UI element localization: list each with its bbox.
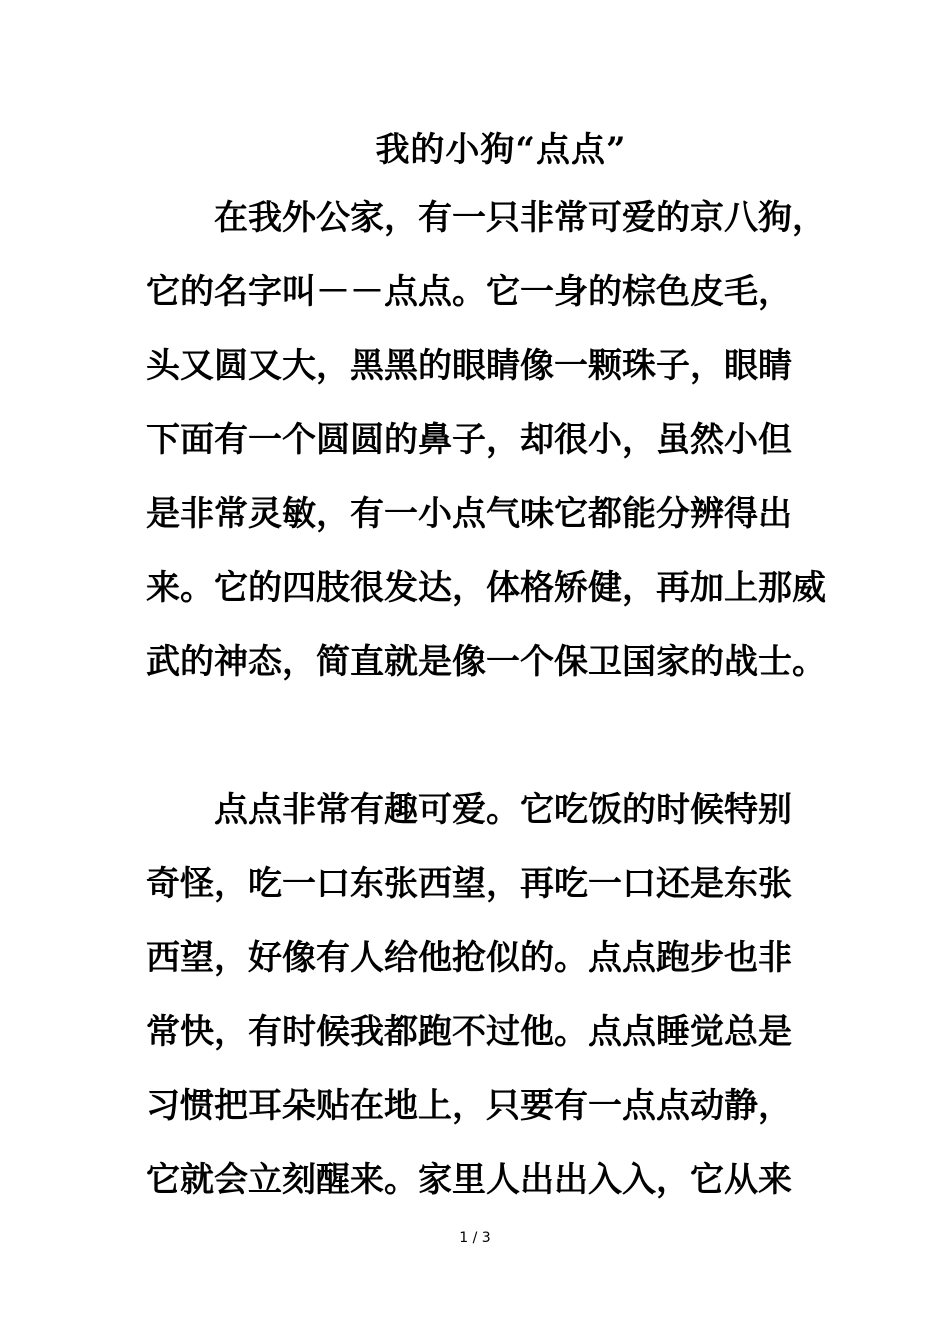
paragraph-line: 常快，有时候我都跑不过他。点点睡觉总是	[146, 1012, 792, 1052]
paragraph-line: 武的神态，简直就是像一个保卫国家的战士。	[146, 642, 826, 682]
paragraph-line: 下面有一个圆圆的鼻子，却很小，虽然小但	[146, 420, 792, 460]
paragraph-line: 习惯把耳朵贴在地上，只要有一点点动静，	[146, 1086, 792, 1126]
paragraph-line: 在我外公家，有一只非常可爱的京八狗，	[146, 198, 826, 238]
paragraph-line: 它的名字叫－－点点。它一身的棕色皮毛，	[146, 272, 792, 312]
document-title: 我的小狗“点点”	[375, 130, 627, 170]
paragraph-line: 西望，好像有人给他抢似的。点点跑步也非	[146, 938, 792, 978]
paragraph-line: 奇怪，吃一口东张西望，再吃一口还是东张	[146, 864, 792, 904]
paragraph-line: 点点非常有趣可爱。它吃饭的时候特别	[146, 790, 792, 830]
paragraph-line: 是非常灵敏，有一小点气味它都能分辨得出	[146, 494, 792, 534]
paragraph-line: 来。它的四肢很发达，体格矫健，再加上那威	[146, 568, 826, 608]
paragraph-line: 它就会立刻醒来。家里人出出入入，它从来	[146, 1160, 792, 1200]
page-number: 1 / 3	[459, 1230, 491, 1246]
paragraph-line: 头又圆又大，黑黑的眼睛像一颗珠子，眼睛	[146, 346, 792, 386]
